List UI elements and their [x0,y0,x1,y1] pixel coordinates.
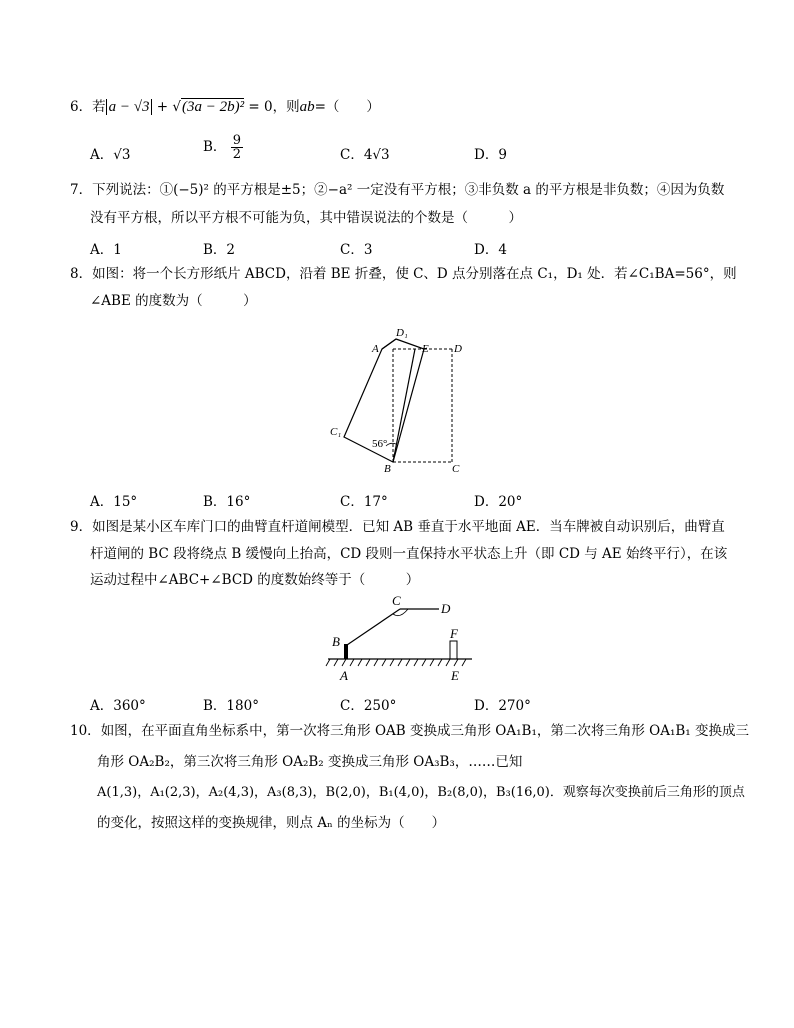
q9-line1: 9．如图是某小区车库门口的曲臂直杆道闸模型．已知 AB 垂直于水平地面 AE．当车牌被自动识别后，曲臂直 [70,519,725,535]
q7-line2: 没有平方根，所以平方根不可能为负，其中错误说法的个数是（ ） [90,210,522,226]
q9-label-f: F [450,626,458,641]
q9-option-d: D．270° [474,698,531,714]
q9-option-c: C．250° [340,698,397,714]
q10-number: 10． [70,723,101,739]
q10-line1: 10．如图，在平面直角坐标系中，第一次将三角形 OAB 变换成三角形 OA₁B₁，第二次将三角形 OA₁B₁ 变换成三 [70,723,750,739]
q8-label-a: A [372,343,379,355]
q8-label-c: C [452,463,460,475]
q6-option-b: B． $\frac{9}{2}$ [203,133,241,162]
q6-prefix: 若 [92,99,106,115]
q6-b-numerator: 9 [232,133,241,148]
q9-line3: 运动过程中∠ABC+∠BCD 的度数始终等于（ ） [90,572,420,588]
q9-gate-figure [322,592,480,684]
q8-label-d: D [454,343,462,355]
q7-option-c: C．3 [340,242,373,258]
q6-number: 6． [70,99,93,115]
q6-tail: = 0，则 [248,99,300,115]
q7-option-b: B．2 [203,242,236,258]
q8-option-a: A．15° [90,494,138,510]
q8-option-b: B．16° [203,494,251,510]
q8-label-e: E [422,343,429,355]
q8-number: 8． [70,266,93,282]
q10-line3: A(1,3)，A₁(2,3)，A₂(4,3)，A₃(8,3)，B(2,0)，B₁(4,0)，B₂(8,0)，B₃(16,0)．观察每次变换前后三角形的顶点 [97,785,745,800]
q7-option-a: A．1 [90,242,122,258]
q9-label-d: D [441,601,451,616]
q8-option-c: C．17° [340,494,388,510]
q10-line4: 的变化，按照这样的变换规律，则点 Aₙ 的坐标为（ ） [97,815,446,831]
q7-line1: 7．下列说法：①(−5)² 的平方根是±5；②−a² 一定没有平方根；③非负数 a 的平方根是非负数；④因为负数 [70,182,725,198]
q6-eq: =（ ） [314,99,380,115]
q8-angle-label: 56° [372,438,388,450]
q8-line2: ∠ABE 的度数为（ ） [90,293,257,309]
q8-label-b: B [384,463,391,475]
q6-sqrt-expr: (3a − 2b)² [181,99,245,115]
q6-ab: ab [299,99,315,115]
q6-stem: 6．若 a − √3 + √(3a − 2b)² = 0，则ab=（ ） [70,99,380,115]
q9-option-a: A．360° [90,698,146,714]
q9-option-b: B．180° [203,698,259,714]
q9-line2: 杆道闸的 BC 段将绕点 B 缓慢向上抬高，CD 段则一直保持水平状态上升（即 CD 与 AE 始终平行），在该 [90,546,728,562]
q6-b-denominator: 2 [232,147,241,162]
q8-line1: 8．如图：将一个长方形纸片 ABCD，沿着 BE 折叠，使 C、D 点分别落在点 C₁，D₁ 处．若∠C₁BA=56°，则 [70,266,737,282]
q8-fold-figure [320,320,480,475]
q6-option-c: C．4√3 [340,147,390,163]
q6-option-d: D．9 [474,147,507,163]
q8-option-d: D．20° [474,494,523,510]
q7-option-d: D．4 [474,242,507,258]
q6-option-a: A．√3 [90,147,131,163]
q9-label-a: A [340,668,348,683]
q8-label-d1: D₁ [396,327,408,339]
q8-label-c1: C₁ [330,426,342,438]
q7-number: 7． [70,182,93,198]
q9-label-e: E [451,668,459,683]
q6-abs-expr: a − √3 [106,99,153,115]
q9-number: 9． [70,519,93,535]
q9-label-b: B [332,634,340,649]
q10-line2: 角形 OA₂B₂，第三次将三角形 OA₂B₂ 变换成三角形 OA₃B₃，……已知 [97,754,523,770]
q9-label-c: C [392,593,401,608]
